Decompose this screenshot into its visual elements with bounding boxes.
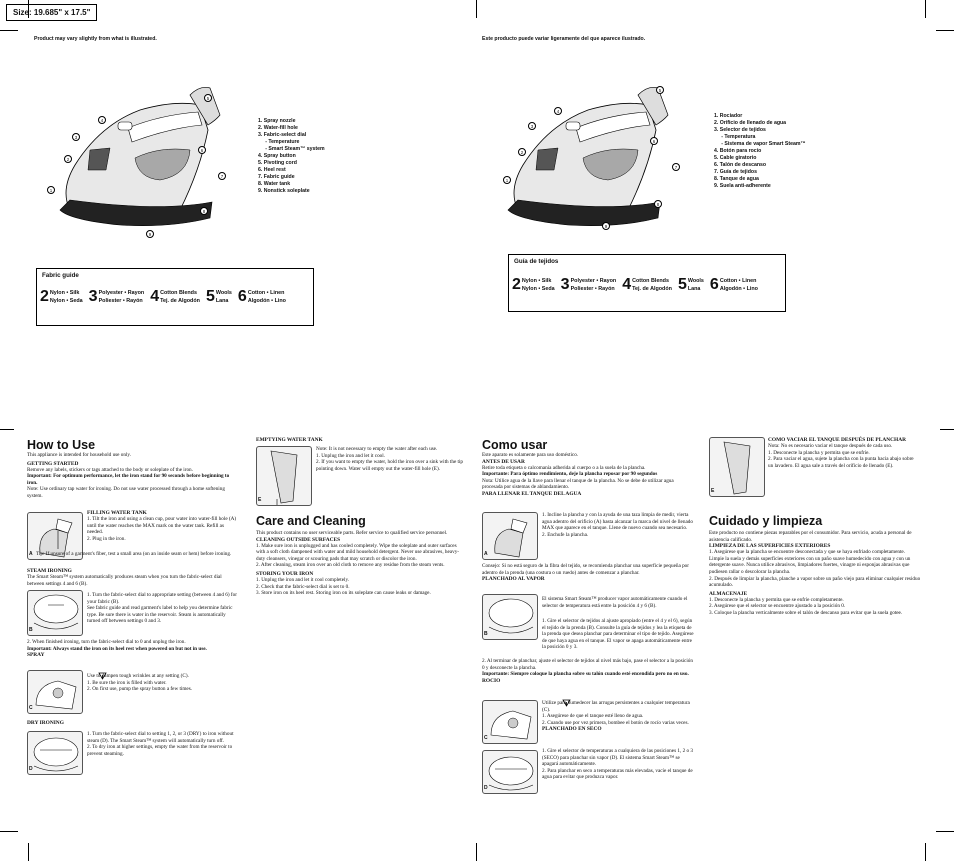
illus-label-a: A bbox=[29, 551, 33, 557]
part-item: 1. Spray nozzle bbox=[258, 118, 296, 124]
illustration-c-es bbox=[482, 700, 538, 744]
callout-1-es: 1 bbox=[503, 176, 511, 184]
fabric-num: 5 bbox=[677, 276, 687, 293]
empty-note: Note: It is not necessary to empty the water after each use. bbox=[316, 446, 438, 452]
callout-1: 1 bbox=[47, 186, 55, 194]
vapor-heading: PLANCHADO AL VAPOR bbox=[482, 576, 545, 583]
spray-steps bbox=[87, 673, 239, 693]
fabric-item bbox=[710, 277, 758, 293]
clean-step-2: 2. After cleaning, steam iron over an old cloth to remove any residue from the steam vents. bbox=[256, 562, 445, 569]
callout-2: 2 bbox=[64, 155, 72, 163]
fabric-num: 6 bbox=[237, 288, 247, 305]
dry-step-1: 1. Turn the fabric-select dial to setting 1, 2, or 3 (DRY) to iron without steam (D). The Smart Steam™ system will automatically turn off. bbox=[87, 731, 234, 744]
crop-mark bbox=[0, 831, 18, 832]
fabric-item bbox=[89, 289, 145, 305]
crop-mark bbox=[28, 843, 29, 861]
fabric-es: Algodón • Lino bbox=[247, 298, 286, 304]
seco-steps bbox=[542, 748, 694, 781]
illustration-b bbox=[27, 590, 83, 636]
fabric-en: Cotton Blends bbox=[632, 278, 669, 284]
illus-label-e: E bbox=[258, 497, 262, 503]
spray-heading: SPRAY bbox=[27, 652, 45, 659]
callout-4: 4 bbox=[98, 116, 106, 124]
cuidado-section bbox=[709, 514, 921, 617]
fabric-item bbox=[622, 277, 672, 293]
spray-intro: Use to dampen tough wrinkles at any setting (C). bbox=[87, 673, 189, 679]
rocio-step-1: 1. Asegúrese de que el tanque esté lleno de agua. bbox=[542, 713, 644, 720]
fabric-es: Nylon • Seda bbox=[49, 298, 83, 304]
fabric-en: Cotton • Linen bbox=[719, 278, 757, 284]
part-item: - Smart Steam™ system bbox=[258, 146, 325, 152]
disclaimer-es: Este producto puede variar ligeramente del que aparece ilustrado. bbox=[482, 36, 646, 42]
fabric-en: Cotton • Linen bbox=[247, 290, 285, 296]
part-item: 4. Spray button bbox=[258, 153, 296, 159]
part-item: 9. Nonstick soleplate bbox=[258, 188, 310, 194]
vaciar-heading: COMO VACIAR EL TANQUE DESPUÉS DE PLANCHAR bbox=[768, 437, 906, 443]
fabric-guide-es bbox=[508, 254, 786, 312]
part-item: 3. Fabric-select dial bbox=[258, 132, 307, 138]
callout-7: 7 bbox=[218, 172, 226, 180]
callout-9: 9 bbox=[146, 230, 154, 238]
vapor-finish bbox=[482, 658, 694, 684]
part-item: 9. Suela anti-adherente bbox=[714, 183, 771, 189]
spray-icon bbox=[98, 672, 107, 680]
illus-label-a-es: A bbox=[484, 551, 488, 557]
fabric-item bbox=[512, 277, 555, 293]
parts-list-en bbox=[258, 118, 325, 195]
illustration-a-es bbox=[482, 512, 538, 560]
fabric-es: Lana bbox=[215, 298, 229, 304]
disclaimer-en: Product may vary slightly from what is illustrated. bbox=[34, 36, 157, 42]
fabric-num: 6 bbox=[709, 276, 719, 293]
filling-heading: FILLING WATER TANK bbox=[87, 510, 147, 516]
antes-note: Nota: Utilice agua de la llave para llenar el tanque de la plancha. No se debe de utilizar agua procesada por sistemas de ablandamiento. bbox=[482, 477, 674, 491]
llenar-step-2: 2. Enchufe la plancha. bbox=[542, 531, 589, 538]
fabric-num: 5 bbox=[205, 288, 215, 305]
llenar-consejo: Consejo: Si no está seguro de la fibra del tejido, se recomienda planchar una superficie pequeña por adentro de la prenda (una costura o un ruedo) antes de comenzar a planchar. bbox=[482, 563, 689, 576]
alm-step-3: 3. Coloque la plancha verticalmente sobre el talón de descanso para evitar que la suela gotee. bbox=[709, 609, 903, 616]
es-how-intro: Este aparato es solamente para uso doméstico. bbox=[482, 452, 579, 458]
es-column-1 bbox=[482, 438, 694, 497]
clean-heading: CLEANING OUTSIDE SURFACES bbox=[256, 536, 341, 543]
fabric-num: 3 bbox=[560, 276, 570, 293]
fabric-item bbox=[678, 277, 704, 293]
how-to-use-title: How to Use bbox=[27, 438, 96, 452]
llenar-heading: PARA LLENAR EL TANQUE DEL AGUA bbox=[482, 490, 582, 497]
illus-label-b-es: B bbox=[484, 631, 488, 637]
iron-illustration-es bbox=[488, 70, 688, 245]
crop-mark bbox=[476, 0, 477, 18]
spray-icon bbox=[562, 699, 571, 707]
gs-note: Note: Use ordinary tap water for ironing. Do not use water processed through a home softening system. bbox=[27, 486, 225, 499]
callout-6-es: 6 bbox=[650, 137, 658, 145]
fabric-item bbox=[238, 289, 286, 305]
illustration-d bbox=[27, 731, 83, 775]
cuidado-intro: Este producto no contiene piezas reparables por el consumidor. Para servicio, acuda a personal de asistencia calificado. bbox=[709, 530, 912, 543]
part-item: 3. Selector de tejidos bbox=[714, 127, 766, 133]
empty-step-1: 1. Unplug the iron and let it cool. bbox=[316, 452, 386, 459]
filling-step-2: 2. Plug in the iron. bbox=[87, 535, 126, 542]
fabric-es: Tej. de Algodón bbox=[632, 286, 672, 292]
callout-4-es: 4 bbox=[554, 107, 562, 115]
limpieza-step-1: 1. Asegúrese que la plancha se encuentre desconectada y que se haya enfriado completamente. Limpie la suela y demás superficies exteriores con un paño suave humedecido con agua y con un detergente suave. Nunca utilice abrasivos, limpiadores fuertes, vinagre ni esponjas abrasivas que pudiesen rallar o descolorar la plancha. bbox=[709, 549, 911, 575]
callout-2-es: 2 bbox=[518, 148, 526, 156]
vaciar-note: Nota: No es necesario vaciar el tanque después de cada uso. bbox=[768, 443, 893, 449]
steam-intro: The Smart Steam™ system automatically produces steam when you turn the fabric-select dial between settings 4 and 6 (B). bbox=[27, 574, 222, 587]
part-item: 7. Guía de tejidos bbox=[714, 169, 757, 175]
vaciar-section bbox=[768, 437, 920, 469]
fabric-es: Poliester • Rayón bbox=[98, 298, 143, 304]
antes-heading: ANTES DE USAR bbox=[482, 458, 525, 465]
illus-label-c-es: C bbox=[484, 735, 488, 741]
part-item: - Temperature bbox=[258, 139, 300, 145]
fabric-es: Tej. de Algodón bbox=[160, 298, 200, 304]
steam-steps bbox=[87, 592, 239, 625]
vaciar-step-2: 2. Para vaciar el agua, sujete la plancha con la punta hacia abajo sobre un lavadero. El agua sale a través del orificio de llenado (E). bbox=[768, 456, 914, 469]
fabric-es: Poliester • Rayón bbox=[570, 286, 615, 292]
part-item: 1. Rociador bbox=[714, 113, 743, 119]
seco-heading: PLANCHADO EN SECO bbox=[542, 726, 602, 733]
emptying-heading: EMPTYING WATER TANK bbox=[256, 437, 323, 443]
vaciar-step-1: 1. Desconecte la plancha y permita que se enfríe. bbox=[768, 449, 870, 456]
fabric-guide-title: Guía de tejidos bbox=[514, 258, 559, 265]
fabric-en: Nylon • Silk bbox=[49, 290, 80, 296]
rocio-heading: ROCIO bbox=[482, 677, 501, 684]
parts-list-es bbox=[714, 113, 806, 190]
fabric-en: Cotton Blends bbox=[160, 290, 197, 296]
part-item: - Sistema de vapor Smart Steam™ bbox=[714, 141, 806, 147]
filling-tip: Tip: If unsure of a garment's fiber, test a small area (on an inside seam or hem) before ironing. bbox=[36, 551, 232, 557]
alm-step-2: 2. Asegúrese que el selector se encuentre ajustado a la posición 0. bbox=[709, 603, 846, 610]
part-item: 7. Fabric guide bbox=[258, 174, 295, 180]
store-step-1: 1. Unplug the iron and let it cool completely. bbox=[256, 576, 350, 583]
steam-step-1b: See fabric guide and read garment's label to help you determine fabric type. Be sure there is water in the reservoir. Steam is automatically turned off between settings 0 and 3. bbox=[87, 605, 233, 625]
illustration-d-es bbox=[482, 750, 538, 794]
seco-step-2: 2. Para planchar en seco a temperaturas más elevadas, vacíe el tanque de agua para evitar que produzca vapor. bbox=[542, 767, 693, 781]
part-item: 4. Botón para rocío bbox=[714, 148, 762, 154]
fabric-guide-title: Fabric guide bbox=[42, 272, 79, 279]
steam-section bbox=[27, 568, 239, 587]
limpieza-step-2: 2. Después de limpiar la plancha, planche a vapor sobre un paño viejo para eliminar cualquier residuo acumulado. bbox=[709, 575, 921, 589]
illustration-e bbox=[256, 446, 312, 506]
part-item: 8. Tanque de agua bbox=[714, 176, 759, 182]
illus-label-b: B bbox=[29, 627, 33, 633]
dry-heading: DRY IRONING bbox=[27, 720, 64, 726]
part-item: 5. Cable giratorio bbox=[714, 155, 757, 161]
callout-3: 3 bbox=[72, 133, 80, 141]
rocio-step-2: 2. Cuando use por vez primera, bombee el botón de rocío varias veces. bbox=[542, 719, 689, 726]
seco-step-1: 1. Gire el selector de temperaturas a cualquiera de las posiciones 1, 2 o 3 (SECO) para planchar sin vapor (D). El sistema Smart Steam™ se apagará automáticamente. bbox=[542, 748, 693, 768]
fabric-num: 4 bbox=[622, 276, 632, 293]
vapor-intro: El sistema Smart Steam™ producer vapor automáticamente cuando el selector de temperatura está entre la posición 4 y 6 (B). bbox=[542, 596, 688, 609]
callout-5: 5 bbox=[204, 94, 212, 102]
antes-text: Retire toda etiqueta o calcomanía adherida al cuerpo o a la suela de la plancha. bbox=[482, 464, 646, 471]
vapor-important: Importante: Siempre coloque la plancha sobre su talón cuando esté encendida pero no en uso. bbox=[482, 671, 689, 678]
crop-mark bbox=[28, 0, 29, 18]
store-heading: STORING YOUR IRON bbox=[256, 570, 314, 577]
fabric-item bbox=[150, 289, 200, 305]
steam-heading: STEAM IRONING bbox=[27, 568, 72, 574]
part-item: 2. Water-fill hole bbox=[258, 125, 298, 131]
filling-step-1: 1. Tilt the iron and using a clean cup, pour water into water-fill hole (A) until the water reaches the MAX mark on the water tank. Refill as needed. bbox=[87, 516, 237, 536]
part-item: 8. Water tank bbox=[258, 181, 291, 187]
illus-label-e-es: E bbox=[711, 488, 715, 494]
empty-step-2: 2. If you want to empty the water, hold the iron over a sink with the tip pointing down. Water will empty out the water-fill hole (E). bbox=[316, 459, 464, 472]
illus-label-c: C bbox=[29, 705, 33, 711]
illus-label-d-es: D bbox=[484, 785, 488, 791]
llenar-step-1: 1. Incline la plancha y con la ayuda de una taza limpia de medir, vierta agua adentro del orificio (A) hasta alcanzar la marca del nivel de llenado MAX que aparece en el tanque. Llene de nuevo cuando sea necesario. bbox=[542, 512, 693, 532]
how-intro: This appliance is intended for household use only. bbox=[27, 452, 131, 458]
spray-step-2: 2. On first use, pump the spray button a few times. bbox=[87, 686, 193, 693]
crop-mark bbox=[936, 831, 954, 832]
emptying-steps bbox=[316, 446, 466, 472]
callout-8: 8 bbox=[200, 207, 208, 215]
crop-mark bbox=[476, 843, 477, 861]
size-label: Size: 19.685" x 17.5" bbox=[6, 4, 97, 21]
care-section bbox=[256, 514, 466, 597]
spray-step-1: 1. Be sure the iron is filled with water. bbox=[87, 679, 167, 686]
callout-9-es: 9 bbox=[602, 222, 610, 230]
gs-important: Important: For optimum performance, let the iron stand for 90 seconds before beginning to iron. bbox=[27, 473, 230, 486]
steam-important: Important: Always stand the iron on its heel rest when powered on but not in use. bbox=[27, 645, 207, 652]
crop-mark bbox=[0, 30, 18, 31]
steam-step-1: 1. Turn the fabric-select dial to appropriate setting (between 4 and 6) for your fabric (B). bbox=[87, 592, 237, 605]
store-step-3: 3. Store iron on its heel rest. Storing iron on its soleplate can cause leaks or damage. bbox=[256, 590, 431, 597]
gs-text: Remove any labels, stickers or tags attached to the body or soleplate of the iron. bbox=[27, 466, 193, 473]
alm-step-1: 1. Desconecte la plancha y permita que se enfríe completamente. bbox=[709, 596, 844, 603]
fabric-num: 2 bbox=[40, 288, 49, 305]
callout-7-es: 7 bbox=[672, 163, 680, 171]
fabric-row bbox=[40, 289, 286, 305]
care-title: Care and Cleaning bbox=[256, 514, 366, 528]
fabric-es: Lana bbox=[687, 286, 701, 292]
part-item: 6. Talón de descanso bbox=[714, 162, 767, 168]
fabric-en: Wools bbox=[687, 278, 704, 284]
illustration-e-es bbox=[709, 437, 765, 497]
crop-mark bbox=[940, 429, 954, 430]
limpieza-heading: LIMPIEZA DE LAS SUPERFICIES EXTERIORES bbox=[709, 543, 831, 550]
vapor-step-1: 1. Gire el selector de tejidos al ajuste apropiado (entre el 4 y el 6), según el tejido de la prenda (B). Consulte la guía de tejidos y lea la etiqueta de la prenda que desea planchar para determinar el tipo de tejido. Asegúrese de que haya agua en el tanque. El vapor se apaga automáticamente entre la posición 0 y 3. bbox=[542, 618, 694, 651]
fabric-en: Polyester • Rayon bbox=[98, 290, 145, 296]
como-usar-title: Como usar bbox=[482, 438, 548, 452]
llenar-consejo-wrap bbox=[482, 563, 694, 582]
fabric-en: Polyester • Rayon bbox=[570, 278, 617, 284]
alm-heading: ALMACENAJE bbox=[709, 590, 748, 597]
fabric-en: Wools bbox=[215, 290, 232, 296]
care-intro: This product contains no user serviceable parts. Refer service to qualified service personnel. bbox=[256, 530, 448, 536]
dry-step-2: 2. To dry iron at higher settings, empty the water from the reservoir to prevent steaming. bbox=[87, 744, 233, 757]
callout-6: 6 bbox=[198, 146, 206, 154]
callout-3-es: 3 bbox=[528, 122, 536, 130]
getting-started-heading: GETTING STARTED bbox=[27, 460, 79, 467]
crop-mark bbox=[925, 0, 926, 18]
callout-8-es: 8 bbox=[654, 200, 662, 208]
fabric-num: 3 bbox=[88, 288, 98, 305]
fabric-en: Nylon • Silk bbox=[521, 278, 552, 284]
antes-important: Importante: Para óptimo rendimiento, deje la plancha reposar por 90 segundos bbox=[482, 471, 658, 478]
cuidado-title: Cuidado y limpieza bbox=[709, 514, 823, 528]
fabric-es: Algodón • Lino bbox=[719, 286, 758, 292]
illus-label-d: D bbox=[29, 766, 33, 772]
part-item: - Temperatura bbox=[714, 134, 756, 140]
fabric-item bbox=[206, 289, 232, 305]
crop-mark bbox=[0, 429, 14, 430]
crop-mark bbox=[936, 30, 954, 31]
fabric-item bbox=[40, 289, 83, 305]
fabric-item bbox=[561, 277, 617, 293]
fabric-num: 2 bbox=[512, 276, 521, 293]
fabric-guide-en bbox=[36, 268, 314, 326]
fabric-es: Nylon • Seda bbox=[521, 286, 555, 292]
callout-5-es: 5 bbox=[656, 86, 664, 94]
steam-step-2: 2. When finished ironing, turn the fabric-select dial to 0 and unplug the iron. bbox=[27, 639, 186, 645]
rocio-intro: Utilize para humedecer las arrugas persistentes a cualquier temperatura (C). bbox=[542, 700, 690, 713]
fabric-num: 4 bbox=[150, 288, 160, 305]
illustration-c bbox=[27, 670, 83, 714]
filling-section bbox=[87, 510, 239, 542]
part-item: 5. Pivoting cord bbox=[258, 160, 297, 166]
fabric-row bbox=[512, 277, 758, 293]
dry-steps bbox=[87, 731, 239, 757]
clean-step-1: 1. Make sure iron is unplugged and has cooled completely. Wipe the soleplate and outer surfaces with a soft cloth dampened with water and mild household detergent. Never use abrasives, heavy-duty cleansers, vinegar or scouring pads that may scratch or discolor the iron. bbox=[256, 542, 460, 562]
llenar-steps bbox=[542, 512, 694, 538]
vapor-intro-wrap bbox=[542, 596, 694, 609]
part-item: 2. Orificio de llenado de agua bbox=[714, 120, 787, 126]
store-step-2: 2. Check that the fabric-select dial is set to 0. bbox=[256, 583, 350, 590]
part-item: 6. Heel rest bbox=[258, 167, 286, 173]
crop-mark bbox=[925, 843, 926, 861]
en-column-1 bbox=[27, 438, 239, 500]
steam-finish bbox=[27, 639, 239, 658]
vapor-step-2: 2. Al terminar de planchar, ajuste el selector de tejidos al nivel más bajo, pase el selector a la posición 0 y desconecte la plancha. bbox=[482, 658, 693, 671]
